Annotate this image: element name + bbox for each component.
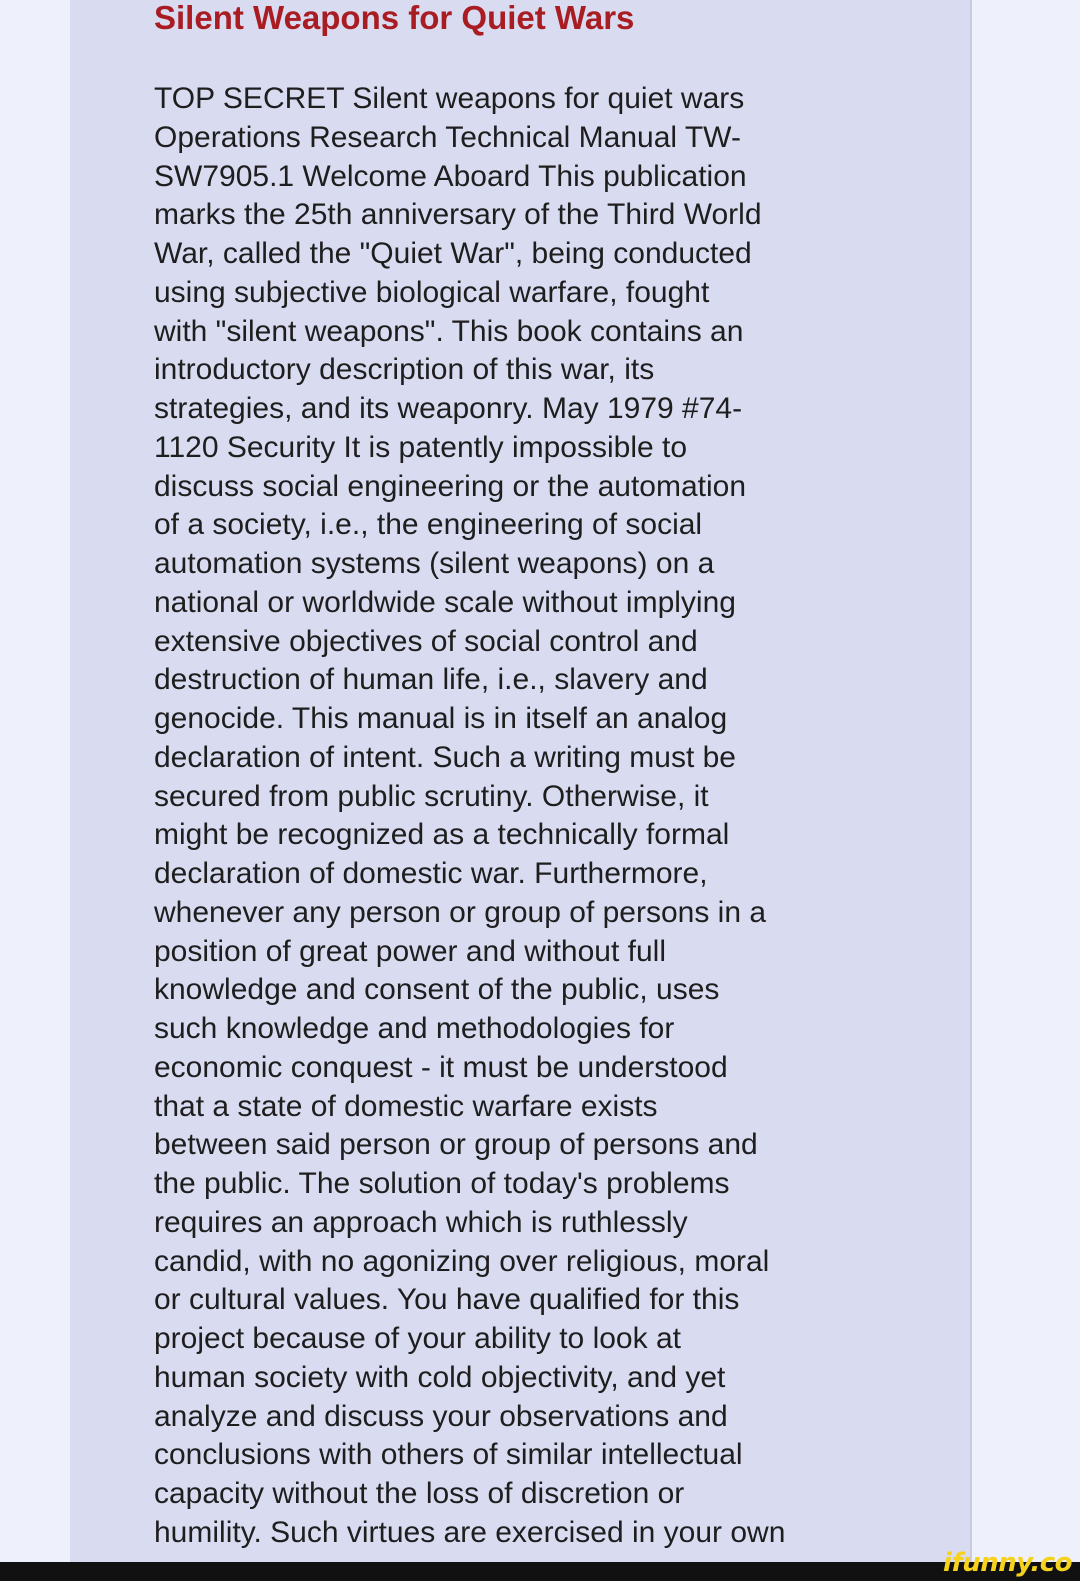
watermark-text: ifunny.co — [943, 1548, 1072, 1578]
article-line: marks the 25th anniversary of the Third World — [154, 198, 762, 232]
article-line: secured from public scrutiny. Otherwise, it — [154, 779, 709, 813]
article-line: extensive objectives of social control and — [154, 624, 698, 658]
article-line: such knowledge and methodologies for — [154, 1012, 675, 1045]
article-line: automation systems (silent weapons) on a — [154, 547, 715, 580]
article-line: genocide. This manual is in itself an analog — [154, 702, 728, 735]
article-line: national or worldwide scale without implying — [154, 585, 736, 619]
article-line: analyze and discuss your observations and — [154, 1399, 728, 1433]
article-line: declaration of intent. Such a writing must be — [154, 740, 736, 774]
article-line: that a state of domestic warfare exists — [154, 1089, 658, 1123]
article-line: declaration of domestic war. Furthermore, — [154, 857, 708, 890]
article-line: economic conquest - it must be understood — [154, 1050, 728, 1084]
article-line: project because of your ability to look at — [154, 1322, 681, 1355]
article-line: TOP SECRET Silent weapons for quiet wars — [154, 82, 745, 115]
article-line: between said person or group of persons and — [154, 1128, 758, 1162]
footer-bar — [0, 1562, 1080, 1581]
article-line: strategies, and its weaponry. May 1979 #74- — [154, 392, 743, 425]
article-line: discuss social engineering or the automation — [154, 469, 747, 503]
article-body — [154, 80, 874, 1553]
article-line: Operations Research Technical Manual TW- — [154, 120, 741, 154]
article-panel — [70, 0, 972, 1562]
article-line: SW7905.1 Welcome Aboard This publication — [154, 159, 747, 193]
article-line: the public. The solution of today's problems — [154, 1167, 730, 1200]
article-line: humility. Such virtues are exercised in your own — [154, 1515, 786, 1549]
article-line: destruction of human life, i.e., slavery and — [154, 663, 708, 697]
article-line: introductory description of this war, its — [154, 353, 655, 387]
article-line: might be recognized as a technically formal — [154, 818, 730, 852]
article-line: requires an approach which is ruthlessly — [154, 1205, 688, 1239]
article-line: position of great power and without full — [154, 934, 666, 968]
article-title: Silent Weapons for Quiet Wars — [154, 0, 635, 36]
watermark-logo — [943, 1546, 1072, 1580]
article-line: 1120 Security It is patently impossible to — [154, 430, 688, 464]
article-line: whenever any person or group of persons in a — [154, 895, 767, 929]
article-line: with "silent weapons". This book contains an — [154, 314, 744, 348]
article-line: or cultural values. You have qualified for this — [154, 1283, 740, 1317]
article-line: using subjective biological warfare, fought — [154, 275, 710, 309]
article-line: War, called the "Quiet War", being conducted — [154, 237, 752, 270]
article-line: human society with cold objectivity, and yet — [154, 1360, 726, 1394]
article-line: candid, with no agonizing over religious, moral — [154, 1244, 770, 1278]
article-line: conclusions with others of similar intellectual — [154, 1438, 743, 1472]
article-line: of a society, i.e., the engineering of social — [154, 508, 703, 542]
article-line: knowledge and consent of the public, uses — [154, 973, 720, 1007]
article-line: capacity without the loss of discretion or — [154, 1477, 685, 1510]
